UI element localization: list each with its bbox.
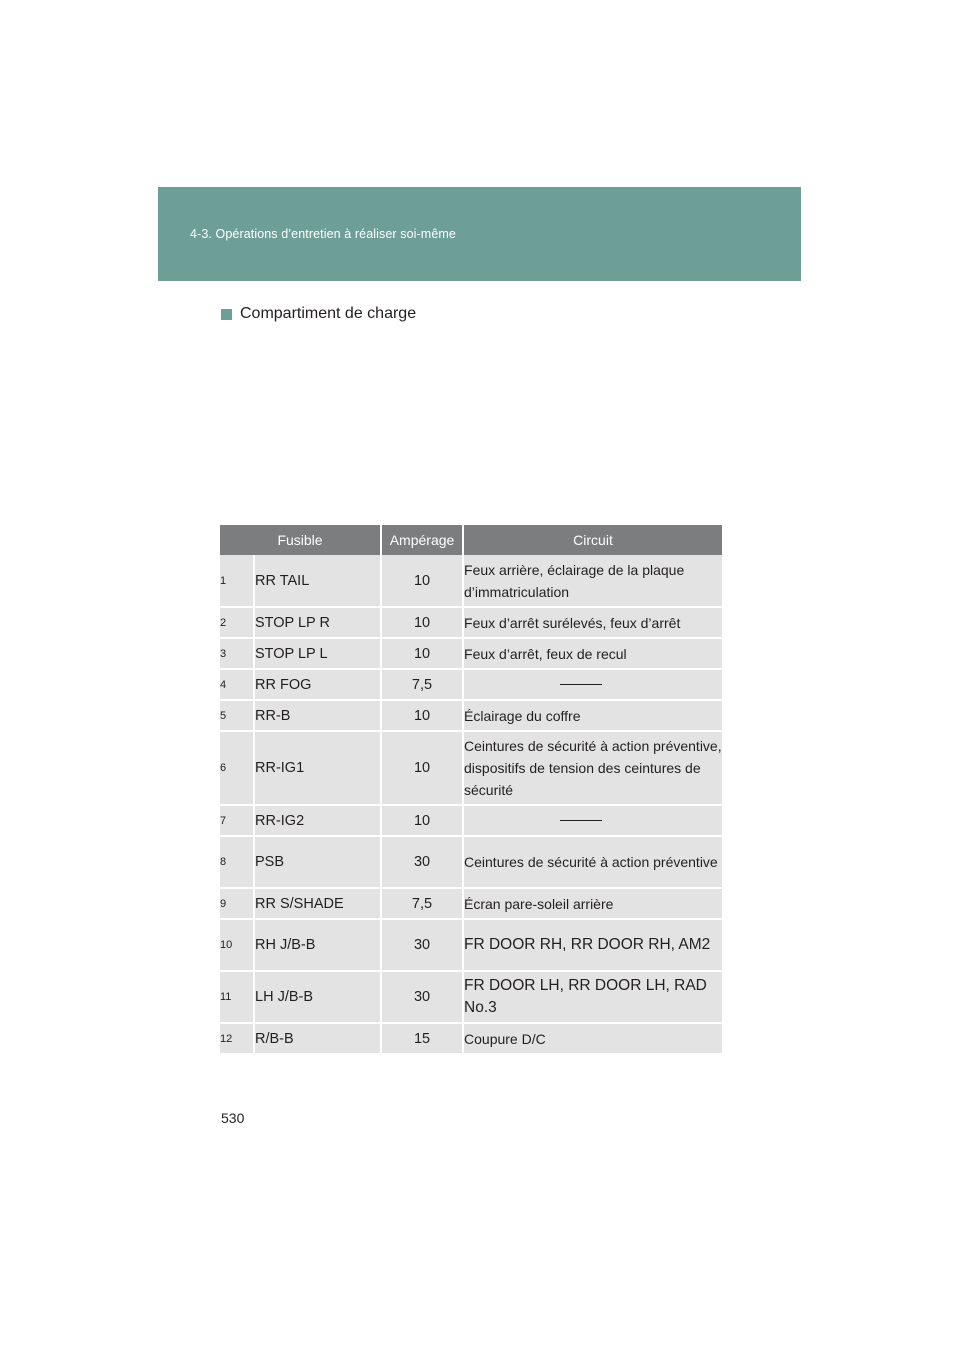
- table-row: [220, 1023, 722, 1054]
- table-row: [220, 669, 722, 700]
- fuse-name: LH J/B-B: [254, 971, 381, 1023]
- fuse-name: RR TAIL: [254, 555, 381, 607]
- fuse-name: RR-IG1: [254, 731, 381, 805]
- column-header-amperage: Ampérage: [381, 525, 463, 555]
- fuse-circuit: Feux d’arrêt surélevés, feux d’arrêt: [463, 607, 722, 638]
- fuse-number: 2: [220, 607, 254, 638]
- fuse-number: 5: [220, 700, 254, 731]
- column-header-circuit: Circuit: [463, 525, 722, 555]
- fuse-amperage: 7,5: [381, 888, 463, 919]
- fuse-number: 9: [220, 888, 254, 919]
- square-bullet-icon: [221, 309, 232, 320]
- empty-dash: [560, 820, 602, 821]
- subsection-title: Compartiment de charge: [240, 305, 417, 322]
- fuse-number: 7: [220, 805, 254, 836]
- table-header-row: [220, 525, 722, 555]
- fuse-number: 6: [220, 731, 254, 805]
- fuse-circuit: Coupure D/C: [463, 1023, 722, 1054]
- fuse-name: RR S/SHADE: [254, 888, 381, 919]
- fuse-amperage: 10: [381, 607, 463, 638]
- table-row: [220, 805, 722, 836]
- fuse-name: STOP LP R: [254, 607, 381, 638]
- table-row: [220, 731, 722, 805]
- fuse-table: [220, 525, 722, 1055]
- column-header-fuse: Fusible: [220, 525, 381, 555]
- table-row: [220, 971, 722, 1023]
- fuse-circuit: Ceintures de sécurité à action préventive: [463, 836, 722, 888]
- fuse-circuit: Écran pare-soleil arrière: [463, 888, 722, 919]
- fuse-amperage: 30: [381, 971, 463, 1023]
- fuse-number: 4: [220, 669, 254, 700]
- fuse-name: R/B-B: [254, 1023, 381, 1054]
- fuse-circuit-empty: [463, 669, 722, 700]
- fuse-name: STOP LP L: [254, 638, 381, 669]
- fuse-name: RH J/B-B: [254, 919, 381, 971]
- fuse-name: RR-B: [254, 700, 381, 731]
- table-row: [220, 555, 722, 607]
- fuse-circuit: Feux d’arrêt, feux de recul: [463, 638, 722, 669]
- section-header-band: [158, 187, 801, 281]
- fuse-amperage: 10: [381, 731, 463, 805]
- fuse-amperage: 15: [381, 1023, 463, 1054]
- fuse-circuit: Feux arrière, éclairage de la plaque d’immatriculation: [463, 555, 722, 607]
- fuse-number: 1: [220, 555, 254, 607]
- fuse-circuit: Éclairage du coffre: [463, 700, 722, 731]
- table-row: [220, 888, 722, 919]
- table-row: [220, 919, 722, 971]
- page-number: 530: [221, 1110, 245, 1126]
- fuse-number: 12: [220, 1023, 254, 1054]
- table-row: [220, 700, 722, 731]
- fuse-amperage: 10: [381, 700, 463, 731]
- fuse-amperage: 10: [381, 555, 463, 607]
- fuse-amperage: 30: [381, 919, 463, 971]
- section-title: 4-3. Opérations d’entretien à réaliser soi-même: [190, 227, 456, 241]
- fuse-circuit-empty: [463, 805, 722, 836]
- fuse-number: 11: [220, 971, 254, 1023]
- fuse-amperage: 10: [381, 638, 463, 669]
- fuse-amperage: 7,5: [381, 669, 463, 700]
- table-row: [220, 638, 722, 669]
- fuse-amperage: 10: [381, 805, 463, 836]
- table-row: [220, 836, 722, 888]
- fuse-amperage: 30: [381, 836, 463, 888]
- subsection-heading: [221, 305, 416, 323]
- fuse-circuit: FR DOOR LH, RR DOOR LH, RAD No.3: [463, 971, 722, 1023]
- fuse-name: PSB: [254, 836, 381, 888]
- fuse-number: 8: [220, 836, 254, 888]
- table-row: [220, 607, 722, 638]
- fuse-name: RR-IG2: [254, 805, 381, 836]
- fuse-circuit: FR DOOR RH, RR DOOR RH, AM2: [463, 919, 722, 971]
- fuse-number: 3: [220, 638, 254, 669]
- fuse-name: RR FOG: [254, 669, 381, 700]
- empty-dash: [560, 684, 602, 685]
- fuse-number: 10: [220, 919, 254, 971]
- fuse-circuit: Ceintures de sécurité à action préventive, dispositifs de tension des ceintures de sécurité: [463, 731, 722, 805]
